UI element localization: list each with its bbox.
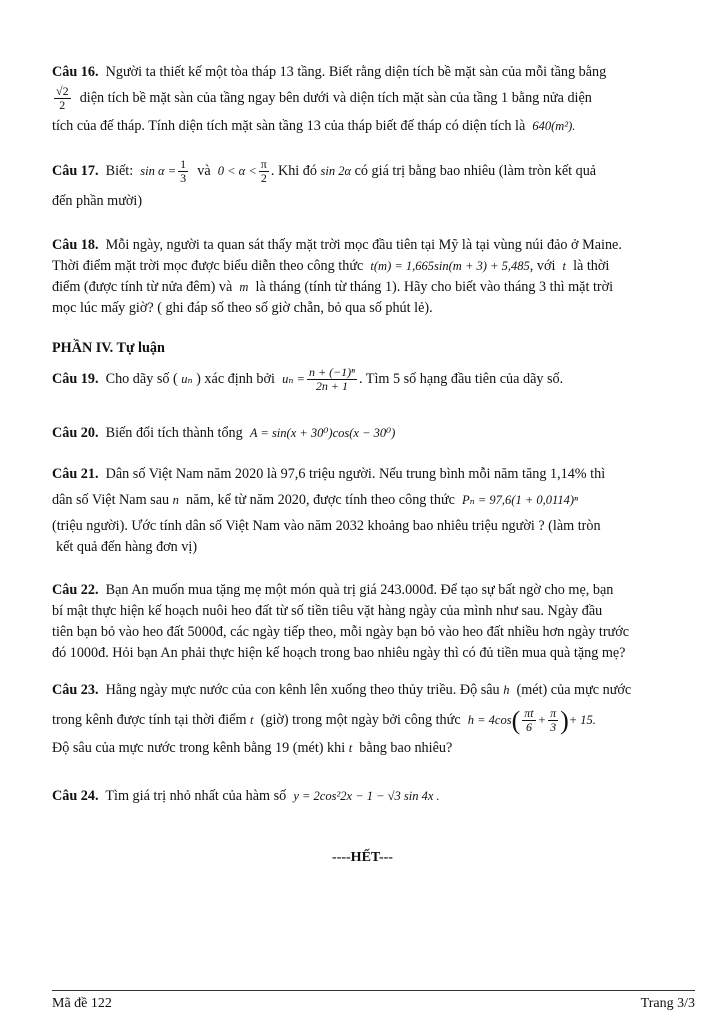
- question-22: Câu 22. Bạn An muốn mua tặng mẹ một món quà trị giá 243.000đ. Để tạo sự bất ngờ cho mẹ, bạn bí mật thực hiện kế hoạch nuôi heo đất từ số tiền tiêu vặt hàng ngày của mình như sau. Ngày đầu tiên bạn bỏ vào heo đất 5000đ, các ngày tiếp theo, mỗi ngày bạn bỏ vào heo đất nhiều hơn ngày trước đó 1000đ. Hỏi bạn An phải thực hiện kế hoạch trong bao nhiêu ngày thì có đủ tiền mua quà tặng mẹ?: [52, 582, 630, 661]
- sunrise-formula: t(m) = 1,665sin(m + 3) + 5,485: [370, 259, 530, 273]
- question-23: Câu 23. Hằng ngày mực nước của con kênh lên xuống theo thủy triều. Độ sâu h (mét) của mực nước trong kênh được tính tại thời điểm t (giờ) trong một ngày bởi công thức h = 4cos( $\frac{\pi t}{6}$ + $\frac{\pi}{3}$ )+ 15. Độ sâu của mực nước trong kênh bằng 19 (mét) khi t bằng bao nhiêu?: [52, 682, 632, 756]
- question-label: Câu 16.: [52, 64, 99, 80]
- fraction: $\frac{√2}{2}$: [56, 84, 69, 112]
- end-mark: ----HẾT---: [332, 850, 393, 865]
- question-18: Câu 18. Mỗi ngày, người ta quan sát thấy mặt trời mọc đầu tiên tại Mỹ là tại vùng núi đảo ở Maine. Thời điểm mặt trời mọc được biểu diễn theo công thức t(m) = 1,665sin(m + 3) + 5,485, với t là thời điểm (được tính từ nửa đêm) và m là tháng (tính từ tháng 1). Hãy cho biết vào tháng 3 thì mặt trời mọc lúc mấy giờ? ( ghi đáp số theo số giờ chẵn, bỏ qua số phút lẻ).: [52, 237, 622, 316]
- area-value: 640(m²).: [532, 119, 576, 133]
- section-heading: PHẦN IV. Tự luận: [52, 340, 165, 356]
- question-19: Câu 19. Cho dãy số ( uₙ ) xác định bởi uₙ = $\frac{\text{n + (−1)ⁿ}}{2n + 1}$ . Tìm 5 số hạng đầu tiên của dãy số.: [52, 365, 564, 393]
- question-20: Câu 20. Biến đổi tích thành tổng A = sin(x + 30⁰)cos(x − 30⁰): [52, 425, 396, 441]
- question-21: Câu 21. Dân số Việt Nam năm 2020 là 97,6 triệu người. Nếu trung bình mỗi năm tăng 1,14% thì dân số Việt Nam sau n năm, kể từ năm 2020, được tính theo công thức Pₙ = 97,6(1 + 0,0114)ⁿ (triệu người). Ước tính dân số Việt Nam vào năm 2032 khoảng bao nhiêu triệu người ? (làm tròn kết quả đến hàng đơn vị): [52, 466, 606, 555]
- question-16: Câu 16. Người ta thiết kế một tòa tháp 13 tầng. Biết rằng diện tích bề mặt sàn của mỗi tầng bằng $\frac{√2}{2}$ diện tích bề mặt sàn của tầng ngay bên dưới và diện tích mặt sàn của tầng 1 bằng nửa diện tích của đế tháp. Tính diện tích mặt sàn tầng 13 của tháp biết đế tháp có diện tích là 640(m²).: [52, 64, 607, 134]
- question-24: Câu 24. Tìm giá trị nhỏ nhất của hàm số y = 2cos²2x − 1 − √3 sin 4x .: [52, 788, 440, 804]
- footer-divider: [52, 990, 695, 991]
- question-17: Câu 17. Biết: sin α = $\frac{1}{3}$ và 0 < α < $\frac{\pi}{2}$ . Khi đó sin 2α có giá trị bằng bao nhiêu (làm tròn kết quả đến phần mười): [52, 157, 597, 209]
- page-number: Trang 3/3: [640, 996, 695, 1011]
- exam-code: Mã đề 122: [52, 996, 112, 1011]
